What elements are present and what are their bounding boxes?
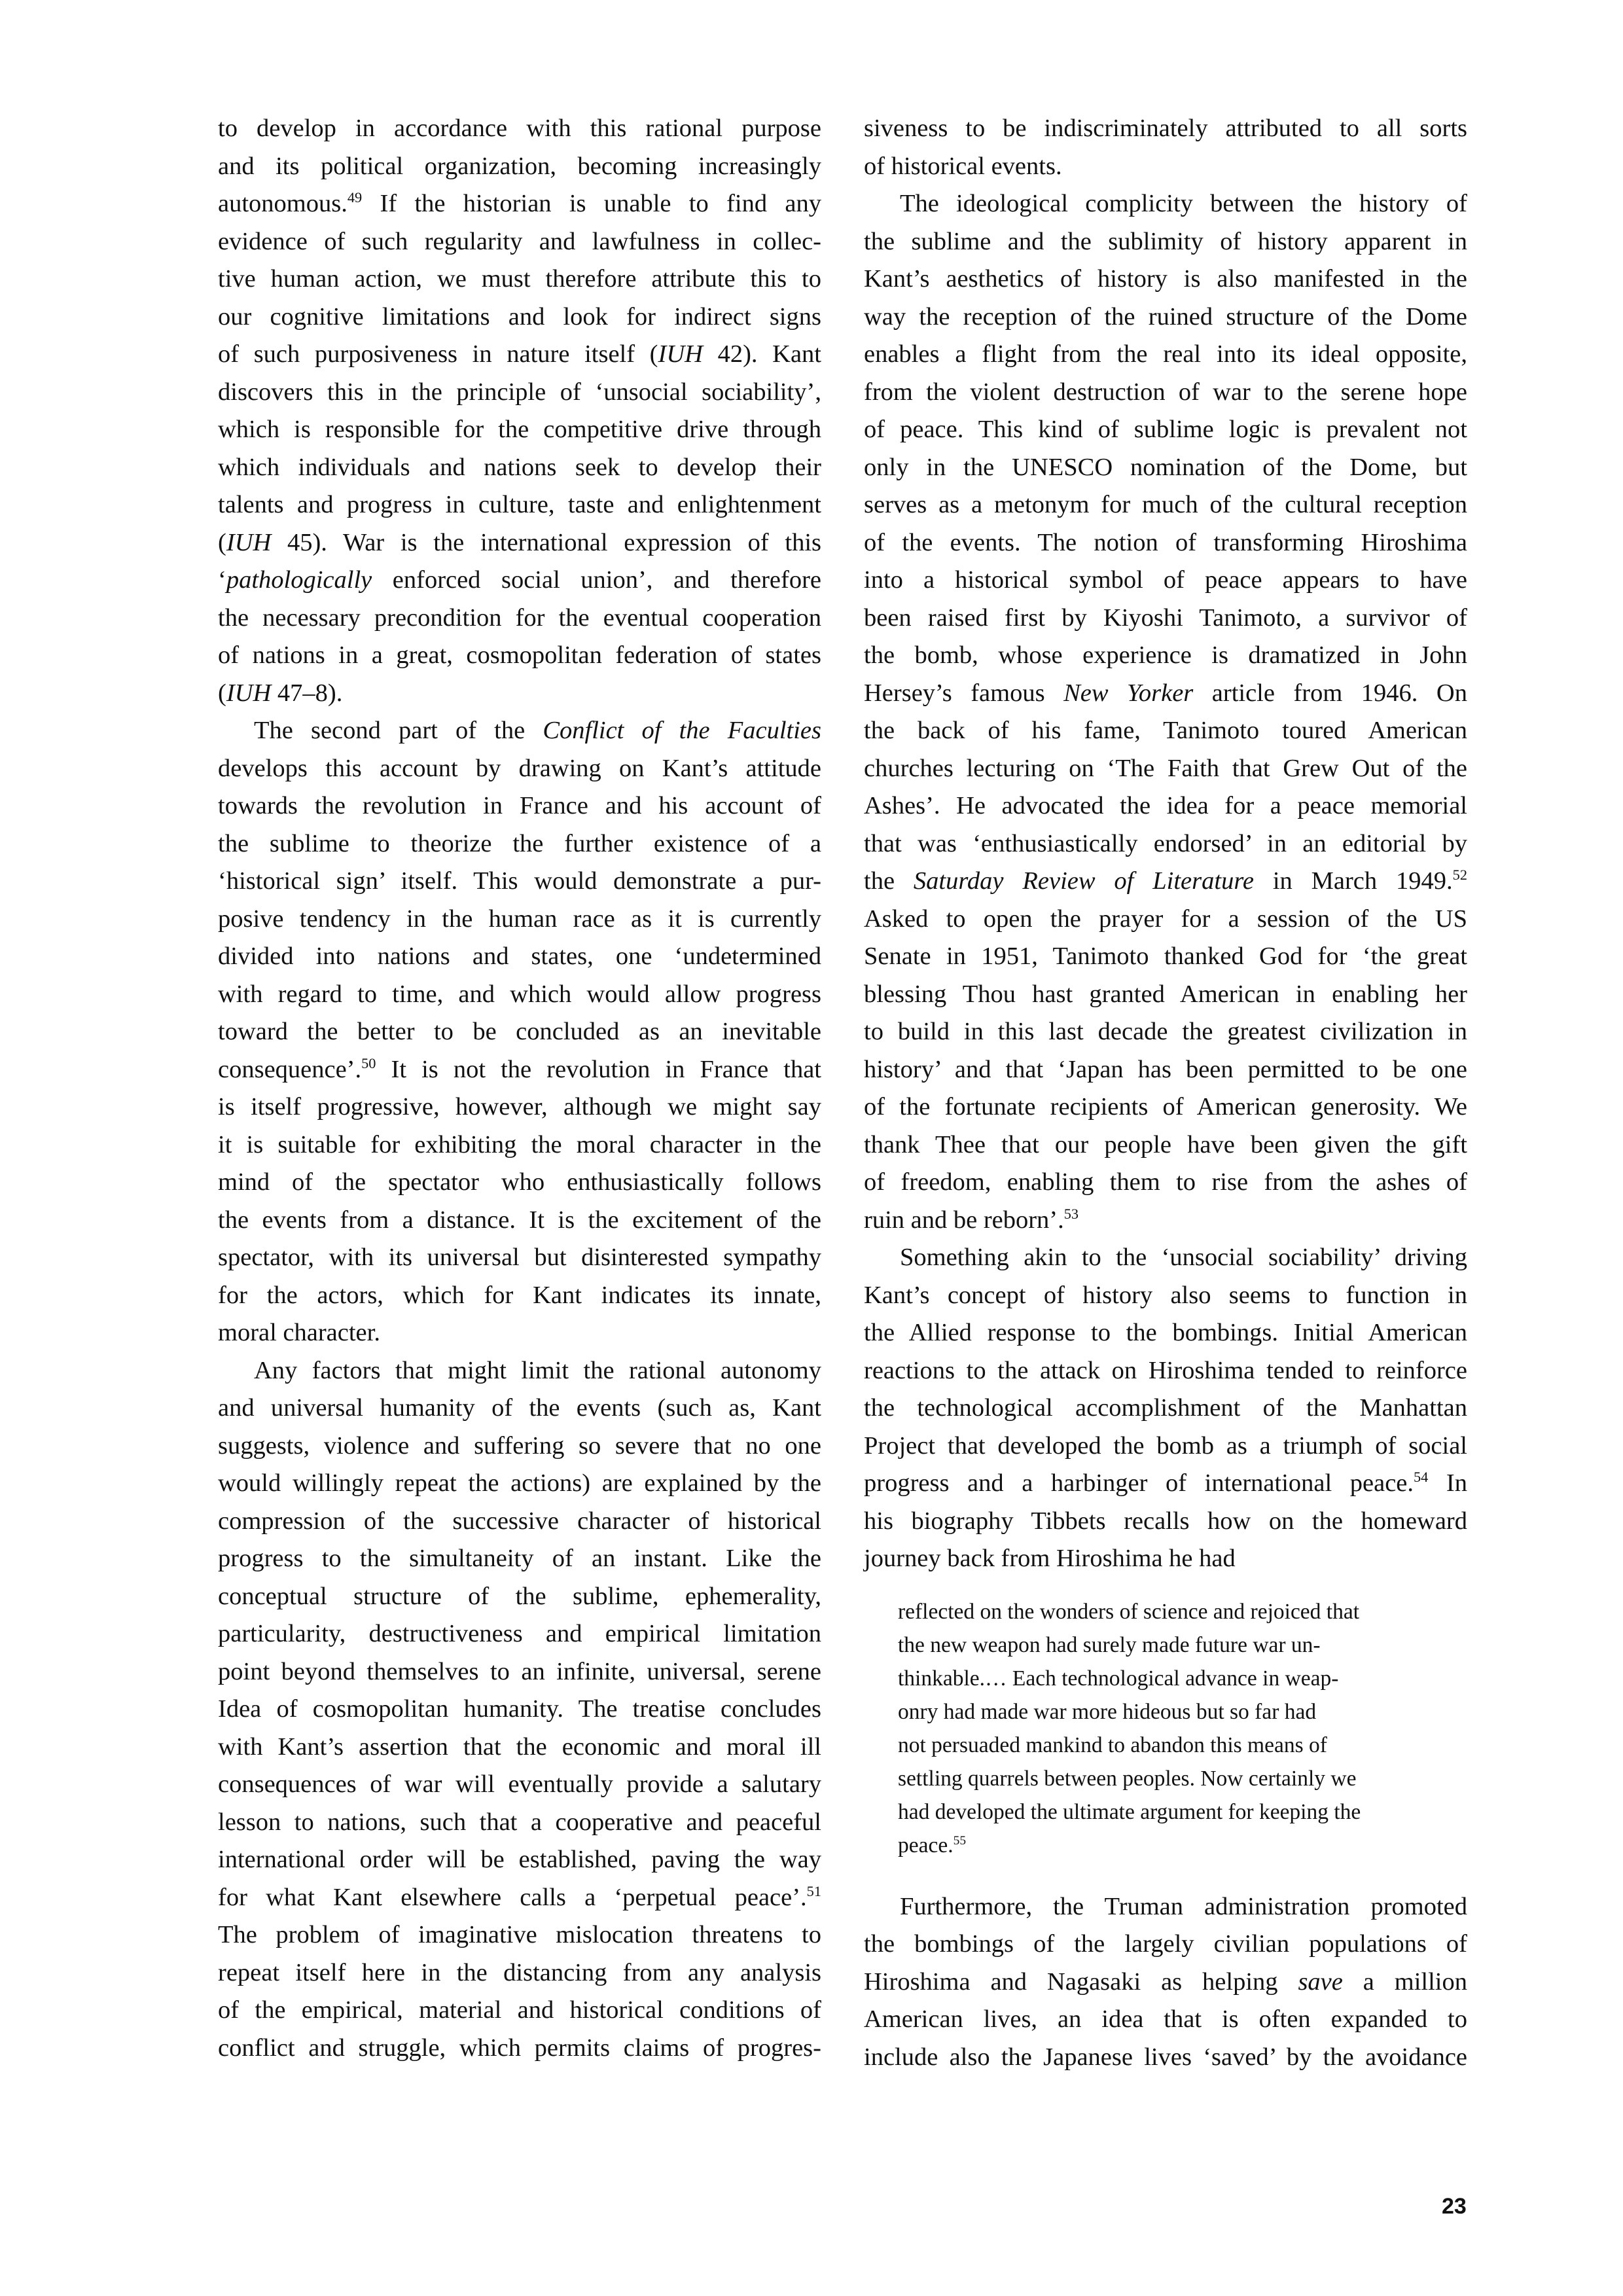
- footnote-ref-49: 49: [347, 189, 363, 206]
- quote-line: [898, 1829, 1467, 1862]
- quote-line: reflected on the wonders of science and rejoiced that: [898, 1599, 1360, 1624]
- footnote-ref-50: 50: [361, 1054, 376, 1071]
- text: for what Kant elsewhere calls a ‘perpetual peace’.: [218, 1883, 807, 1911]
- text-line: the bomb, whose experience is dramatized in John: [864, 641, 1467, 669]
- text: Hersey’s famous: [864, 679, 1064, 707]
- text-line: posive tendency in the human race as it is currently: [218, 905, 821, 933]
- block-quote-tibbets: [864, 1595, 1467, 1862]
- text-line: Idea of cosmopolitan humanity. The treatise concludes: [218, 1695, 821, 1723]
- text-line: [218, 1051, 821, 1089]
- text-line: Furthermore, the Truman administration promoted: [900, 1892, 1467, 1920]
- quote-line: the new weapon had surely made future war un-: [898, 1632, 1321, 1657]
- paragraph-conflict-faculties: [218, 712, 821, 1352]
- quote-line: onry had made war more hideous but so far had: [898, 1699, 1317, 1724]
- text-line: only in the UNESCO nomination of the Dome, but: [864, 453, 1467, 481]
- spacer: [864, 1578, 1467, 1595]
- citation-abbrev: IUH: [226, 528, 272, 556]
- paragraph-truman-administration: [864, 1888, 1467, 2077]
- text-line: to build in this last decade the greatest civilization in: [864, 1018, 1467, 1045]
- text-line: [864, 675, 1467, 713]
- text-line: consequences of war will eventually provide a salutary: [218, 1770, 821, 1798]
- text-line: Something akin to the ‘unsocial sociability’ driving: [900, 1244, 1467, 1271]
- text-line: moral character.: [218, 1319, 380, 1346]
- text-line: [218, 336, 821, 374]
- text-line: toward the better to be concluded as an inevitable: [218, 1018, 821, 1045]
- text: ‘: [218, 566, 226, 594]
- emphasis: save: [1298, 1967, 1343, 1996]
- text-line: with Kant’s assertion that the economic and moral ill: [218, 1732, 821, 1761]
- paragraph-any-factors: [218, 1352, 821, 2068]
- text-line: lesson to nations, such that a cooperative and peaceful: [218, 1808, 821, 1836]
- text: (: [218, 679, 226, 707]
- text-line: the bombings of the largely civilian populations of: [864, 1930, 1467, 1958]
- paragraph-kant-history: [218, 110, 821, 712]
- text-line: is itself progressive, however, although we might say: [218, 1093, 821, 1121]
- text: The second part of the: [254, 717, 543, 744]
- text-line: reactions to the attack on Hiroshima tended to reinforce: [864, 1356, 1467, 1384]
- right-column: [864, 110, 1467, 2076]
- text-line: particularity, destructiveness and empirical limitation: [218, 1620, 821, 1647]
- text-line: which individuals and nations seek to develop their: [218, 453, 821, 481]
- text: (: [218, 528, 226, 556]
- text-line: and its political organization, becoming increasingly: [218, 152, 821, 180]
- text-line: [218, 675, 821, 713]
- publication-title: Saturday Review of Literature: [913, 867, 1254, 895]
- text-line: American lives, an idea that is often expanded to: [864, 2005, 1467, 2033]
- text-line: of the empirical, material and historical conditions of: [218, 1996, 821, 2024]
- quote-line: thinkable.… Each technological advance in weap-: [898, 1666, 1339, 1691]
- text-line: suggests, violence and suffering so severe that no one: [218, 1431, 821, 1460]
- text-line: that was ‘enthusiastically endorsed’ in an editorial by: [864, 829, 1467, 857]
- text-line: conflict and struggle, which permits claims of progres-: [218, 2034, 821, 2062]
- text-line: of historical events.: [864, 152, 1062, 180]
- citation-abbrev: IUH: [658, 340, 703, 368]
- text-line: evidence of such regularity and lawfulness in collec-: [218, 227, 821, 255]
- text-line: the back of his fame, Tanimoto toured American: [864, 717, 1467, 744]
- text-line: and universal humanity of the events (such as, Kant: [218, 1394, 821, 1422]
- text: in March 1949.: [1253, 867, 1453, 895]
- footnote-ref-53: 53: [1063, 1205, 1079, 1222]
- text-line: [218, 562, 821, 600]
- text-line: point beyond themselves to an infinite, universal, serene: [218, 1657, 821, 1685]
- paragraph-unsocial-sociability: [864, 1239, 1467, 1578]
- text: Hiroshima and Nagasaki as helping: [864, 1967, 1298, 1996]
- text: the: [864, 867, 914, 895]
- text: [271, 529, 287, 556]
- footnote-ref-54: 54: [1414, 1469, 1429, 1486]
- text: peace.: [898, 1833, 954, 1857]
- spacer: [864, 1862, 1467, 1888]
- text: 47–8).: [277, 679, 343, 707]
- text-line: way the reception of the ruined structure of the Dome: [864, 302, 1467, 331]
- text-line: [218, 712, 821, 750]
- text-line: history’ and that ‘Japan has been permitted to be one: [864, 1055, 1467, 1083]
- footnote-ref-55: 55: [953, 1833, 967, 1848]
- text-line: repeat itself here in the distancing from any analysis: [218, 1958, 821, 1986]
- text-line: Kant’s aesthetics of history is also manifested in the: [864, 265, 1467, 293]
- text-line: Ashes’. He advocated the idea for a peace memorial: [864, 792, 1467, 819]
- text-line: it is suitable for exhibiting the moral character in the: [218, 1130, 821, 1158]
- text-line: with regard to time, and which would allow progress: [218, 980, 821, 1008]
- text-line: thank Thee that our people have been given the gift: [864, 1130, 1467, 1158]
- text-line: the sublime and the sublimity of history apparent in: [864, 227, 1467, 255]
- text-line: international order will be established, paving the way: [218, 1846, 821, 1873]
- text-line: the necessary precondition for the eventual cooperation: [218, 603, 821, 632]
- quote-line: had developed the ultimate argument for keeping the: [898, 1799, 1361, 1824]
- text-line: Senate in 1951, Tanimoto thanked God for ‘the great: [864, 942, 1467, 970]
- text: 42). Kant: [702, 340, 821, 368]
- text-line: churches lecturing on ‘The Faith that Grew Out of the: [864, 754, 1467, 782]
- text-line: ‘historical sign’ itself. This would demonstrate a pur-: [218, 867, 821, 895]
- text-line: which is responsible for the competitive drive through: [218, 416, 821, 443]
- text-line: enables a flight from the real into its ideal opposite,: [864, 340, 1467, 368]
- text-line: into a historical symbol of peace appears to have: [864, 566, 1467, 594]
- paragraph-ideological-complicity: [864, 185, 1467, 1239]
- text-line: the Allied response to the bombings. Initial American: [864, 1319, 1467, 1346]
- text-line: of the events. The notion of transforming Hiroshima: [864, 528, 1467, 556]
- text-line: for the actors, which for Kant indicates its innate,: [218, 1281, 821, 1309]
- text-line: towards the revolution in France and his account of: [218, 792, 821, 819]
- text-line: conceptual structure of the sublime, ephemerality,: [218, 1582, 821, 1610]
- text-line: blessing Thou hast granted American in enabling her: [864, 980, 1467, 1008]
- text-line: [864, 1964, 1467, 2001]
- text: ruin and be reborn’.: [864, 1206, 1064, 1234]
- text-line: Project that developed the bomb as a triumph of social: [864, 1431, 1467, 1460]
- text: In: [1428, 1469, 1467, 1497]
- text-line: tive human action, we must therefore attribute this to: [218, 265, 821, 293]
- publication-title: New Yorker: [1063, 679, 1194, 707]
- quote-line: settling quarrels between peoples. Now certainly we: [898, 1766, 1357, 1791]
- text-line: our cognitive limitations and look for indirect signs: [218, 302, 821, 331]
- emphasis: pathologically: [226, 566, 372, 594]
- text-line: divided into nations and states, one ‘undetermined: [218, 942, 821, 970]
- paragraph-continuation: [864, 110, 1467, 185]
- text-line: siveness to be indiscriminately attributed to all sorts: [864, 115, 1467, 142]
- text-line: The ideological complicity between the history of: [900, 190, 1467, 217]
- text-line: discovers this in the principle of ‘unsocial sociability’,: [218, 378, 821, 406]
- footnote-ref-51: 51: [806, 1882, 821, 1899]
- text-line: Asked to open the prayer for a session of the US: [864, 905, 1467, 933]
- text-line: of freedom, enabling them to rise from the ashes of: [864, 1168, 1467, 1196]
- text: consequence’.: [218, 1055, 362, 1083]
- text-line: [864, 863, 1467, 901]
- text-line: progress to the simultaneity of an instant. Like the: [218, 1545, 821, 1572]
- text-line: [218, 1879, 821, 1917]
- text-line: the technological accomplishment of the Manhattan: [864, 1394, 1467, 1422]
- text-line: of nations in a great, cosmopolitan federation of states: [218, 641, 821, 669]
- text-line: journey back from Hiroshima he had: [864, 1545, 1236, 1572]
- text-line: develops this account by drawing on Kant’s attitude: [218, 754, 821, 782]
- text-line: include also the Japanese lives ‘saved’ by the avoidance: [864, 2043, 1467, 2071]
- text-line: the sublime to theorize the further existence of a: [218, 829, 821, 857]
- text: If the historian is unable to find any: [362, 190, 821, 217]
- text-line: from the violent destruction of war to the serene hope: [864, 378, 1467, 406]
- text-line: compression of the successive character of historical: [218, 1507, 821, 1535]
- text-line: would willingly repeat the actions) are explained by the: [218, 1469, 821, 1497]
- text-line: to develop in accordance with this rational purpose: [218, 115, 821, 142]
- text: It is not the revolution in France that: [376, 1055, 821, 1083]
- text: [372, 566, 393, 594]
- text: of such purposiveness in nature itself (: [218, 340, 658, 368]
- text-line: Kant’s concept of history also seems to function in: [864, 1281, 1467, 1309]
- text: a million: [1342, 1967, 1468, 1996]
- text-line: of peace. This kind of sublime logic is prevalent not: [864, 416, 1467, 443]
- text-line: The problem of imaginative mislocation threatens to: [218, 1921, 821, 1948]
- text-line: talents and progress in culture, taste and enlightenment: [218, 491, 821, 518]
- text: autonomous.: [218, 190, 348, 217]
- text-line: serves as a metonym for much of the cultural reception: [864, 491, 1467, 518]
- footnote-ref-52: 52: [1452, 867, 1467, 884]
- quote-line: not persuaded mankind to abandon this means of: [898, 1732, 1327, 1757]
- text-line: [864, 1202, 1467, 1240]
- text-line: the events from a distance. It is the excitement of the: [218, 1206, 821, 1234]
- book-title: Conflict of the Faculties: [543, 717, 821, 744]
- text: progress and a harbinger of international peace.: [864, 1469, 1414, 1497]
- text: 45). War is the international expression of this: [287, 528, 821, 556]
- text: [271, 679, 277, 707]
- left-column: [218, 110, 821, 2067]
- text-line: [864, 1465, 1467, 1503]
- text-line: mind of the spectator who enthusiastically follows: [218, 1168, 821, 1196]
- text-line: Any factors that might limit the rational autonomy: [254, 1356, 821, 1384]
- text-line: been raised first by Kiyoshi Tanimoto, a survivor of: [864, 603, 1467, 632]
- text: article from 1946. On: [1193, 679, 1467, 707]
- page-number: 23: [1442, 2194, 1467, 2219]
- citation-abbrev: IUH: [226, 679, 272, 707]
- text-line: of the fortunate recipients of American generosity. We: [864, 1093, 1467, 1121]
- text-line: [218, 185, 821, 223]
- text-line: [218, 524, 821, 562]
- text: enforced social union’, and therefore: [392, 566, 821, 594]
- text-line: his biography Tibbets recalls how on the homeward: [864, 1507, 1467, 1535]
- text-line: spectator, with its universal but disinterested sympathy: [218, 1244, 821, 1271]
